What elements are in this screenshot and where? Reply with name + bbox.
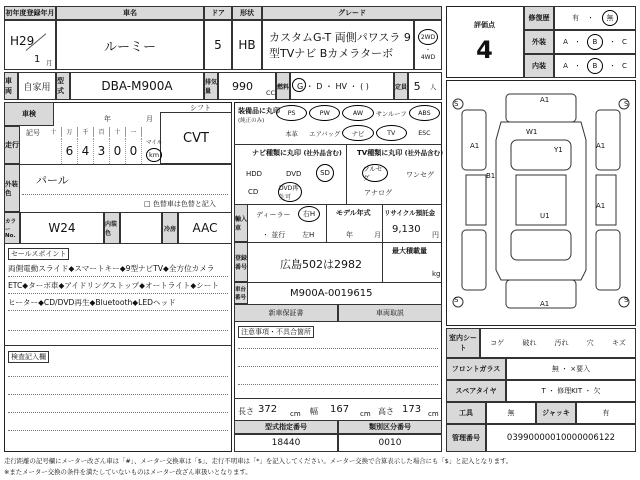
capacity-unit: 人 xyxy=(429,82,437,91)
cc-unit: CC xyxy=(266,89,276,97)
displacement-label: 排気量 xyxy=(204,72,218,100)
doors-label: ドア xyxy=(204,6,232,20)
spare-label: スペアタイヤ xyxy=(446,380,506,402)
displacement-value: 990 xyxy=(232,80,253,93)
class-value: 0010 xyxy=(338,434,442,452)
repair-label: 修復歴 xyxy=(524,6,554,30)
length-label: 長さ xyxy=(238,407,254,416)
sales-point-line: ETC◆ターボ車◆アイドリングストップ◆オートライト◆シート xyxy=(8,277,228,294)
divider xyxy=(234,204,442,205)
aircon-label: 冷房 xyxy=(162,212,178,244)
max-load-label: 最大積載量 xyxy=(392,247,427,255)
use-type: 自家用 xyxy=(18,72,56,100)
tools-value: 無 xyxy=(486,402,536,424)
exterior-color: パール xyxy=(36,174,69,187)
height-unit: cm xyxy=(428,410,439,418)
mgmt-label: 管理番号 xyxy=(446,424,486,452)
parallel-label: ・ 並行 xyxy=(262,231,286,239)
inspector-label: 検査記入欄 xyxy=(8,351,49,363)
color-no-label: カラー No. xyxy=(4,212,20,244)
class-label: 類別区分番号 xyxy=(338,420,442,434)
warranty-label: 新車保証書 xyxy=(234,304,338,322)
plate-value: 広島502は2982 xyxy=(280,258,362,271)
footer-note-2: ※またメーター交換の条件を満たしていないものはメーター改ざん車扱いとなります。 xyxy=(4,468,252,476)
mileage-km-circled: km xyxy=(146,148,162,162)
diagram-label-a1-top: A1 xyxy=(540,96,550,104)
shift-value: CVT xyxy=(183,130,209,146)
tv-oneseg: ワンセグ xyxy=(406,171,434,179)
car-name-label: 車名 xyxy=(56,6,204,20)
seat-item: 穴 xyxy=(586,339,594,347)
divider xyxy=(382,242,383,282)
int-c: C xyxy=(621,62,627,70)
side-mark-s4: S xyxy=(624,296,629,304)
type-cert-value: 18440 xyxy=(234,434,338,452)
divider xyxy=(382,204,383,242)
jack-value: 有 xyxy=(576,402,636,424)
dotted-rule xyxy=(8,430,228,431)
capacity-label: 定員 xyxy=(394,72,408,100)
first-reg-label: 初年度登録年月 xyxy=(4,6,56,20)
equipment-item: ナビ xyxy=(342,125,373,141)
fuel-label: 燃料 xyxy=(276,72,290,100)
divider xyxy=(20,164,232,165)
repair-no-circled: 無 xyxy=(602,10,618,26)
reg-label: 車両 xyxy=(4,72,18,100)
equipment-subtitle: (純正のみ) xyxy=(238,118,265,124)
mgmt-value: 03990000010000006122 xyxy=(486,424,636,452)
mileage-unit-top: マイル xyxy=(146,140,163,146)
drive-dot: ・ xyxy=(424,47,431,54)
interior-label: 内装色 xyxy=(104,212,120,244)
shift-label: シフト xyxy=(190,104,211,112)
length-unit: cm xyxy=(290,410,301,418)
ext-c: C xyxy=(621,38,627,46)
sales-points xyxy=(8,260,228,311)
seat-item: 破れ xyxy=(522,339,537,347)
max-load-unit: kg xyxy=(432,270,441,278)
grade-cell xyxy=(262,20,414,70)
glass-value: 無 ・ ×要入 xyxy=(506,358,636,380)
diagram-label-w1: W1 xyxy=(526,128,538,136)
dot: ・ xyxy=(587,14,594,22)
shape-value: HB xyxy=(232,20,262,70)
glass-label: フロントガラス xyxy=(446,358,506,380)
int-a: A xyxy=(563,62,568,70)
equipment-item: ABS xyxy=(409,105,440,121)
diagram-label-a1-left: A1 xyxy=(470,142,480,150)
diagram-label-y1: Y1 xyxy=(554,146,563,154)
mileage-digit-1: 6 xyxy=(62,138,78,164)
capacity-value: 5 xyxy=(413,79,421,93)
drive-4wd: 4WD xyxy=(420,54,436,61)
month-unit: 月 xyxy=(46,59,53,67)
inspection-label: 車検 xyxy=(4,102,54,126)
mileage-digits-row xyxy=(46,138,142,164)
fuel-g-circle xyxy=(292,78,306,92)
width-unit: cm xyxy=(360,410,371,418)
interior-value xyxy=(120,212,162,244)
mileage-unit-5: 一 xyxy=(126,127,142,137)
model-year-unit: 年 xyxy=(346,231,353,239)
mileage-unit-1: 万 xyxy=(62,127,78,137)
type-cert-label: 型式指定番号 xyxy=(234,420,338,434)
navi-sd-circled: SD xyxy=(316,164,334,182)
dotted-rule xyxy=(238,348,438,349)
diagram-label-a1-lower: A1 xyxy=(596,202,606,210)
length-value: 372 xyxy=(258,404,278,415)
height-label: 高さ xyxy=(378,407,394,416)
navi-dvd: DVD xyxy=(286,170,302,178)
grade-line1: カスタムG-T 両側パワスラ 9 xyxy=(269,31,411,44)
shape-label: 形状 xyxy=(232,6,262,20)
doors-value: 5 xyxy=(204,20,232,70)
dotted-rule xyxy=(22,194,228,195)
seat-label: 室内シート xyxy=(446,328,480,358)
width-value: 167 xyxy=(330,404,350,415)
recycle-value: 9,130 xyxy=(392,224,421,235)
model-year-label: モデル年式 xyxy=(336,209,371,217)
navi-hdd: HDD xyxy=(246,170,263,178)
dotted-rule xyxy=(8,330,228,331)
mileage-unit-3: 百 xyxy=(94,127,110,137)
dot: ・ xyxy=(573,62,581,70)
recycle-unit: 円 xyxy=(432,231,439,239)
mileage-units-row xyxy=(46,127,142,137)
diagram-label-a1-bottom: A1 xyxy=(540,300,550,308)
equipment-item: PW xyxy=(309,105,340,121)
mileage-digit-4: 0 xyxy=(110,138,126,164)
height-value: 173 xyxy=(402,404,422,415)
dot: ・ xyxy=(608,38,616,46)
mileage-label: 走行 xyxy=(4,126,20,164)
month-label: 月 xyxy=(146,115,153,123)
width-label: 幅 xyxy=(310,407,318,416)
divider xyxy=(4,345,232,346)
car-diagram xyxy=(446,80,636,326)
navi-title: ナビ種類に丸印 (社外品含む) xyxy=(252,149,342,157)
divider xyxy=(234,282,442,283)
mileage-record: 記号 xyxy=(26,129,40,137)
equipment-item: ESC xyxy=(418,129,431,137)
jack-label: ジャッキ xyxy=(536,402,576,424)
ext-a: A xyxy=(563,38,568,46)
handle-right-circled: 右H xyxy=(298,206,320,222)
tools-label: 工具 xyxy=(446,402,486,424)
equipment-title: 装備品に丸印 xyxy=(238,107,280,115)
first-reg-month: 1 xyxy=(34,54,41,65)
seat-item: キズ xyxy=(611,339,626,347)
dotted-rule xyxy=(8,394,228,395)
tv-title: TV種類に丸印 (社外品含む) xyxy=(357,149,444,157)
diagram-label-a1-right: A1 xyxy=(596,142,606,150)
exterior-grade-options xyxy=(554,30,636,54)
recycle-label: リサイクル預託金 xyxy=(384,209,436,217)
score-value: 4 xyxy=(476,36,493,64)
mileage-digit-5: 0 xyxy=(126,138,142,164)
repair-yes: 有 xyxy=(572,14,579,22)
dotted-rule xyxy=(238,384,438,385)
exterior-grade-label: 外装 xyxy=(524,30,554,54)
capacity-cell xyxy=(408,72,442,100)
seat-item: 汚れ xyxy=(554,339,569,347)
diagram-label-u1: U1 xyxy=(540,212,550,220)
exterior-label: 外装色 xyxy=(4,164,20,212)
model-year-month: 月 xyxy=(374,231,381,239)
divider xyxy=(234,144,442,145)
ext-b-circled: B xyxy=(587,34,603,50)
handle-left: 左H xyxy=(302,231,315,239)
plate-label: 登録番号 xyxy=(234,242,248,282)
chassis-label: 車台番号 xyxy=(234,282,248,304)
navi-cd: CD xyxy=(248,188,259,196)
interior-grade-label: 内装 xyxy=(524,54,554,78)
dotted-rule xyxy=(238,366,438,367)
sales-points-label: セールスポイント xyxy=(8,248,69,260)
score-cell xyxy=(446,6,524,78)
diagram-label-b1: B1 xyxy=(486,172,496,180)
sales-point-line: 両側電動スライド◆スマートキー◆9型ナビTV◆全方位カメラ xyxy=(8,260,228,277)
car-name: ルーミー xyxy=(56,20,204,70)
color-no: W24 xyxy=(20,212,104,244)
divider xyxy=(346,144,347,204)
shift-cell xyxy=(160,112,232,164)
dealer-label: ディーラー xyxy=(256,211,291,219)
notes-label: 注意事項・不具合箇所 xyxy=(238,326,314,338)
mileage-unit-4: 十 xyxy=(110,127,126,137)
navi-dvd-play-circled: DVD再生可 xyxy=(278,182,302,202)
equipment-row1 xyxy=(276,104,442,122)
model-label: 型式 xyxy=(56,72,70,100)
equipment-item: AW xyxy=(342,105,373,121)
mileage-digit-0 xyxy=(46,138,62,164)
year-label: 年 xyxy=(104,115,111,123)
mileage-unit-2: 千 xyxy=(78,127,94,137)
int-b-circled: B xyxy=(587,58,603,74)
manual-label: 車両取説 xyxy=(338,304,442,322)
mileage-digit-2: 4 xyxy=(78,138,94,164)
repair-options xyxy=(554,6,636,30)
grade-line2: 型TVナビ Bカメラターボ xyxy=(269,47,394,60)
footer-note-1: 走行距離の記号欄にメーター改ざん車は「#」、メーター交換車は「$」、走行不明車は「*」を記入してください。メーター交換で合算表示した場合にも「$」と記入となります。 xyxy=(4,457,513,465)
side-mark-s1: S xyxy=(454,100,459,108)
color-note: □ 色替車は色替と記入 xyxy=(144,200,216,208)
grade-label: グレード xyxy=(262,6,442,20)
mileage-digit-3: 3 xyxy=(94,138,110,164)
model-value: DBA-M900A xyxy=(70,72,204,100)
equipment-item: TV xyxy=(376,125,407,141)
dot: ・ xyxy=(608,62,616,70)
divider xyxy=(234,398,442,399)
import-label: 輸入車 xyxy=(234,204,248,242)
first-reg-year: H29 xyxy=(10,34,35,48)
tv-fullseg-circled: フルセグ xyxy=(362,164,388,182)
mileage-unit-0: 十 xyxy=(46,127,62,137)
drive-cell xyxy=(414,20,442,70)
score-label: 評価点 xyxy=(474,21,495,29)
equipment-item: エアバッグ xyxy=(309,130,341,138)
equipment-item: 本革 xyxy=(285,130,298,138)
seat-item: コゲ xyxy=(490,339,505,347)
dotted-rule xyxy=(8,376,228,377)
spare-value: T ・ 修理KIT ・ 欠 xyxy=(506,380,636,402)
side-mark-s2: S xyxy=(624,100,629,108)
equipment-item: PS xyxy=(276,105,307,121)
chassis-value: M900A-0019615 xyxy=(290,288,373,299)
interior-grade-options xyxy=(554,54,636,78)
divider xyxy=(234,242,442,243)
dot: ・ xyxy=(573,38,581,46)
tv-analog: アナログ xyxy=(364,189,392,197)
dotted-rule xyxy=(8,412,228,413)
fuel-options: G ・ D ・ HV ・ ( ) xyxy=(290,72,394,100)
aircon-value: AAC xyxy=(178,212,232,244)
equipment-row2 xyxy=(276,124,442,142)
divider xyxy=(326,204,327,242)
seat-items xyxy=(480,328,636,358)
sales-point-line: ヒーター◆CD/DVD再生◆Bluetooth◆LEDヘッド xyxy=(8,294,228,311)
equipment-item: サンルーフ xyxy=(375,110,407,118)
drive-2wd-circled: 2WD xyxy=(418,29,438,45)
side-mark-s3: S xyxy=(454,296,459,304)
